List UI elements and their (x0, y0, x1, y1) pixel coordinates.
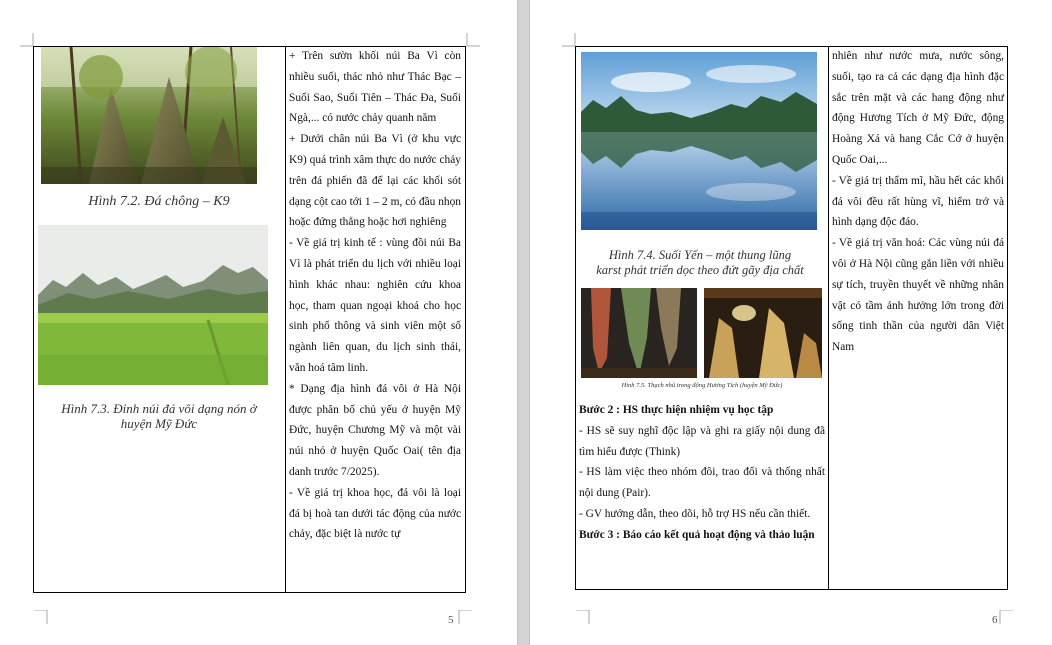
lesson-table (575, 46, 1008, 590)
margin-corner-mark (34, 610, 48, 624)
margin-corner-mark (20, 33, 34, 47)
margin-corner-mark (562, 33, 576, 47)
left-column-text (579, 400, 825, 546)
margin-corner-mark (576, 610, 590, 624)
margin-corner-mark (466, 33, 480, 47)
figure-7-2-image (41, 47, 257, 184)
column-divider (285, 47, 286, 592)
figure-7-4-image (581, 52, 817, 230)
paragraph: - Về giá trị kinh tế : vùng đồi núi Ba Vì là phát triển du lịch với nhiều loại hình khác nhau: nghiên cứu khoa học, tham quan ngoại khoá cho học sinh phổ thông và sinh viên một số ngành liên quan, du lịch sinh thái, văn hoá tâm linh. (289, 237, 461, 374)
paragraph: - HS sẽ suy nghĩ độc lập và ghi ra giấy nội dung đã tìm hiểu được (Think) (579, 424, 825, 458)
paragraph: + Trên sườn khối núi Ba Vì còn nhiều suối, thác nhỏ như Thác Bạc – Suối Sao, Suối Tiên – Thác Đa, Suối Ngà,... có nước chảy quanh năm (289, 50, 461, 125)
paragraph: - GV hướng dẫn, theo dõi, hỗ trợ HS nếu cần thiết. (579, 507, 811, 520)
figure-7-5-caption: Hình 7.5. Thạch nhũ trong động Hương Tích (huyện Mỹ Đức) (621, 382, 783, 389)
figure-7-4-caption-line-2: karst phát triển dọc theo đứt gãy địa chất (596, 263, 804, 277)
paragraph: nhiên như nước mưa, nước sông, suối, tạo ra cả các dạng địa hình đặc sắc trên mặt và các hang động như động Hương Tích ở Mỹ Đức, động Hoàng Xá và hang Cắc Cớ ở huyện Quốc Oai,... (832, 50, 1004, 166)
figure-7-2-caption: Hình 7.2. Đá chông – K9 (88, 194, 230, 209)
paragraph: + Dưới chân núi Ba Vì (ở khu vực K9) quá trình xâm thực do nước chảy trên đá phiến đã để lại các khối sót dạng cột cao tới 1 – 2 m, có đầu nhọn hoặc đứng thẳng hoặc hơi nghiêng (289, 133, 461, 229)
paragraph: * Dạng địa hình đá vôi ở Hà Nội được phân bố chủ yếu ở huyện Mỹ Đức, huyện Chương Mỹ và một vài núi nhỏ ở huyện Quốc Oai( tên địa danh trước 7/2025). (289, 382, 461, 478)
paragraph: - Về giá trị văn hoá: Các vùng núi đá vôi ở Hà Nội cũng gắn liền với nhiều sự tích, truyền thuyết về những nhân vật có tầm ảnh hưởng lớn trong đời sống tinh thần của người dân Việt Nam (832, 237, 1004, 354)
margin-corner-mark (458, 610, 472, 624)
paragraph: - Về giá trị khoa học, đá vôi là loại đá bị hoà tan dưới tác động của nước chảy, đặc biệt là nước tự (289, 486, 461, 541)
column-divider (828, 47, 829, 589)
figure-7-4-caption (580, 248, 820, 278)
figure-7-5-image-left (581, 288, 697, 378)
page-number: 6 (992, 614, 998, 626)
figure-7-5-image-right (704, 288, 822, 378)
step-heading: Bước 3 : Báo cáo kết quả hoạt động và thảo luận (579, 528, 815, 541)
step-heading: Bước 2 : HS thực hiện nhiệm vụ học tập (579, 404, 774, 416)
margin-corner-mark (999, 610, 1013, 624)
page-number: 5 (448, 614, 454, 626)
figure-7-4-caption-line-1: Hình 7.4. Suối Yến – một thung lũng (608, 248, 792, 262)
lesson-table (33, 46, 466, 593)
paragraph: - Về giá trị thẩm mĩ, hầu hết các khối đá vôi đều rất hùng vĩ, hiểm trở và hình dạng độc đáo. (832, 174, 1004, 229)
page-6 (531, 0, 1052, 645)
paragraph: - HS làm việc theo nhóm đôi, trao đổi và thống nhất nội dung (Pair). (579, 466, 825, 500)
figure-7-3-image (38, 225, 268, 385)
figure-7-3-caption: Hình 7.3. Đỉnh núi đá vôi dạng nón ở huyện Mỹ Đức (61, 401, 257, 431)
page-gap (517, 0, 530, 645)
right-column-text (289, 46, 461, 545)
page-5 (0, 0, 517, 645)
right-column-text (832, 46, 1004, 358)
